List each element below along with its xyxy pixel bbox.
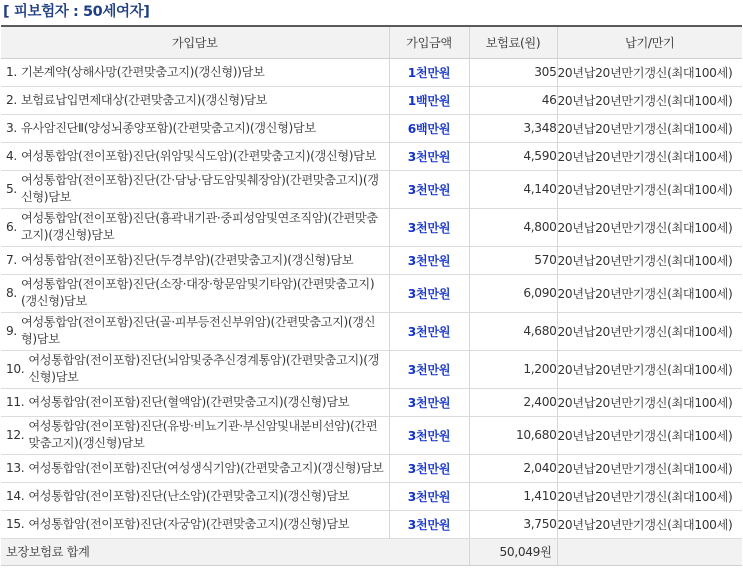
amount-cell: 3천만원 [389,142,469,170]
term-cell: 20년납20년만기갱신(최대100세) [557,510,742,538]
coverage-name: 여성통합암(전이포함)진단(혈액암)(간편맞춤고지)(갱신형)담보 [28,394,350,409]
premium-cell: 305 [469,58,557,86]
amount-cell: 3천만원 [389,510,469,538]
coverage-name-cell [1,482,389,510]
table-row [1,454,742,482]
term-cell: 20년납20년만기갱신(최대100세) [557,416,742,454]
amount-cell: 3천만원 [389,482,469,510]
table-row [1,208,742,246]
term-cell: 20년납20년만기갱신(최대100세) [557,274,742,312]
amount-cell: 3천만원 [389,274,469,312]
premium-cell: 10,680 [469,416,557,454]
total-empty-cell [557,538,742,565]
term-cell: 20년납20년만기갱신(최대100세) [557,482,742,510]
coverage-name: 여성통합암(전이포함)진단(소장·대장·항문암및기타암)(간편맞춤고지)(갱신형)담보 [20,277,375,308]
row-number: 8. [6,285,17,300]
section-title: [ 피보험자 : 50세여자] [3,4,150,20]
premium-cell: 4,680 [469,312,557,350]
amount-cell: 1천만원 [389,58,469,86]
term-cell: 20년납20년만기갱신(최대100세) [557,208,742,246]
premium-cell: 1,410 [469,482,557,510]
premium-cell: 570 [469,246,557,274]
row-number: 15. [6,516,25,531]
amount-cell: 3천만원 [389,454,469,482]
amount-cell: 3천만원 [389,312,469,350]
column-header-coverage: 가입담보 [1,26,389,58]
amount-cell: 3천만원 [389,388,469,416]
column-header-term: 납기/만기 [557,26,742,58]
coverage-name: 여성통합암(전이포함)진단(여성생식기암)(간편맞춤고지)(갱신형)담보 [28,460,384,475]
amount-cell: 3천만원 [389,170,469,208]
table-row [1,482,742,510]
amount-cell: 6백만원 [389,114,469,142]
term-cell: 20년납20년만기갱신(최대100세) [557,142,742,170]
premium-cell: 4,140 [469,170,557,208]
row-number: 12. [6,427,25,442]
coverage-name: 여성통합암(전이포함)진단(난소암)(간편맞춤고지)(갱신형)담보 [28,488,350,503]
coverage-name-cell [1,510,389,538]
coverage-name: 여성통합암(전이포함)진단(자궁암)(간편맞춤고지)(갱신형)담보 [28,516,350,531]
header-row [1,26,742,58]
coverage-name-cell [1,454,389,482]
premium-cell: 4,590 [469,142,557,170]
coverage-name-cell [1,274,389,312]
row-number: 11. [6,394,25,409]
coverage-name-cell [1,58,389,86]
term-cell: 20년납20년만기갱신(최대100세) [557,454,742,482]
table-row [1,170,742,208]
row-number: 3. [6,120,17,135]
row-number: 6. [6,219,17,234]
column-header-amount: 가입금액 [389,26,469,58]
premium-cell: 3,348 [469,114,557,142]
coverage-name: 여성통합암(전이포함)진단(뇌암및중추신경계통암)(간편맞춤고지)(갱신형)담보 [28,353,380,384]
coverage-name: 여성통합암(전이포함)진단(골·피부등전신부위암)(간편맞춤고지)(갱신형)담보 [20,315,376,346]
table-row [1,86,742,114]
table-row [1,246,742,274]
total-premium: 50,049원 [469,538,557,565]
amount-cell: 3천만원 [389,246,469,274]
table-row [1,58,742,86]
premium-cell: 3,750 [469,510,557,538]
coverage-name: 여성통합암(전이포함)진단(흉곽내기관·중피성암및연조직암)(간편맞춤고지)(갱신형)담보 [20,211,378,242]
table-row [1,114,742,142]
row-number: 4. [6,148,17,163]
table-row [1,142,742,170]
term-cell: 20년납20년만기갱신(최대100세) [557,350,742,388]
term-cell: 20년납20년만기갱신(최대100세) [557,114,742,142]
premium-cell: 1,200 [469,350,557,388]
amount-cell: 3천만원 [389,208,469,246]
column-header-premium: 보험료(원) [469,26,557,58]
coverage-table [1,25,742,566]
row-number: 1. [6,64,17,79]
premium-cell: 2,040 [469,454,557,482]
coverage-name-cell [1,170,389,208]
coverage-name: 보험료납입면제대상(간편맞춤고지)(갱신형)담보 [20,92,268,107]
row-number: 14. [6,488,25,503]
table-row [1,510,742,538]
table-body [1,58,742,565]
coverage-name-cell [1,246,389,274]
coverage-name-cell [1,142,389,170]
amount-cell: 3천만원 [389,350,469,388]
term-cell: 20년납20년만기갱신(최대100세) [557,86,742,114]
coverage-name-cell [1,416,389,454]
amount-cell: 3천만원 [389,416,469,454]
row-number: 10. [6,361,25,376]
row-number: 7. [6,252,17,267]
premium-cell: 46 [469,86,557,114]
table-row [1,388,742,416]
table-header [1,26,742,58]
total-row [1,538,742,565]
coverage-name: 여성통합암(전이포함)진단(위암및식도암)(간편맞춤고지)(갱신형)담보 [20,148,377,163]
table-row [1,312,742,350]
row-number: 13. [6,460,25,475]
coverage-name-cell [1,350,389,388]
coverage-name: 여성통합암(전이포함)진단(두경부암)(간편맞춤고지)(갱신형)담보 [20,252,354,267]
row-number: 2. [6,92,17,107]
coverage-name: 여성통합암(전이포함)진단(간·담낭·담도암및췌장암)(간편맞춤고지)(갱신형)담보 [20,173,379,204]
coverage-name-cell [1,312,389,350]
coverage-name-cell [1,388,389,416]
coverage-name-cell [1,86,389,114]
amount-cell: 1백만원 [389,86,469,114]
term-cell: 20년납20년만기갱신(최대100세) [557,58,742,86]
term-cell: 20년납20년만기갱신(최대100세) [557,246,742,274]
term-cell: 20년납20년만기갱신(최대100세) [557,312,742,350]
coverage-name: 기본계약(상해사망(간편맞춤고지)(갱신형))담보 [20,64,265,79]
table-row [1,416,742,454]
row-number: 9. [6,323,17,338]
premium-cell: 2,400 [469,388,557,416]
table-row [1,350,742,388]
term-cell: 20년납20년만기갱신(최대100세) [557,388,742,416]
total-label: 보장보험료 합계 [1,538,469,565]
term-cell: 20년납20년만기갱신(최대100세) [557,170,742,208]
premium-cell: 4,800 [469,208,557,246]
coverage-name-cell [1,114,389,142]
table-row [1,274,742,312]
row-number: 5. [6,181,17,196]
coverage-name: 유사암진단Ⅱ(양성뇌종양포함)(간편맞춤고지)(갱신형)담보 [20,120,316,135]
coverage-name: 여성통합암(전이포함)진단(유방·비뇨기관·부신암및내분비선암)(간편맞춤고지)(갱신형)담보 [28,419,378,450]
coverage-name-cell [1,208,389,246]
premium-cell: 6,090 [469,274,557,312]
